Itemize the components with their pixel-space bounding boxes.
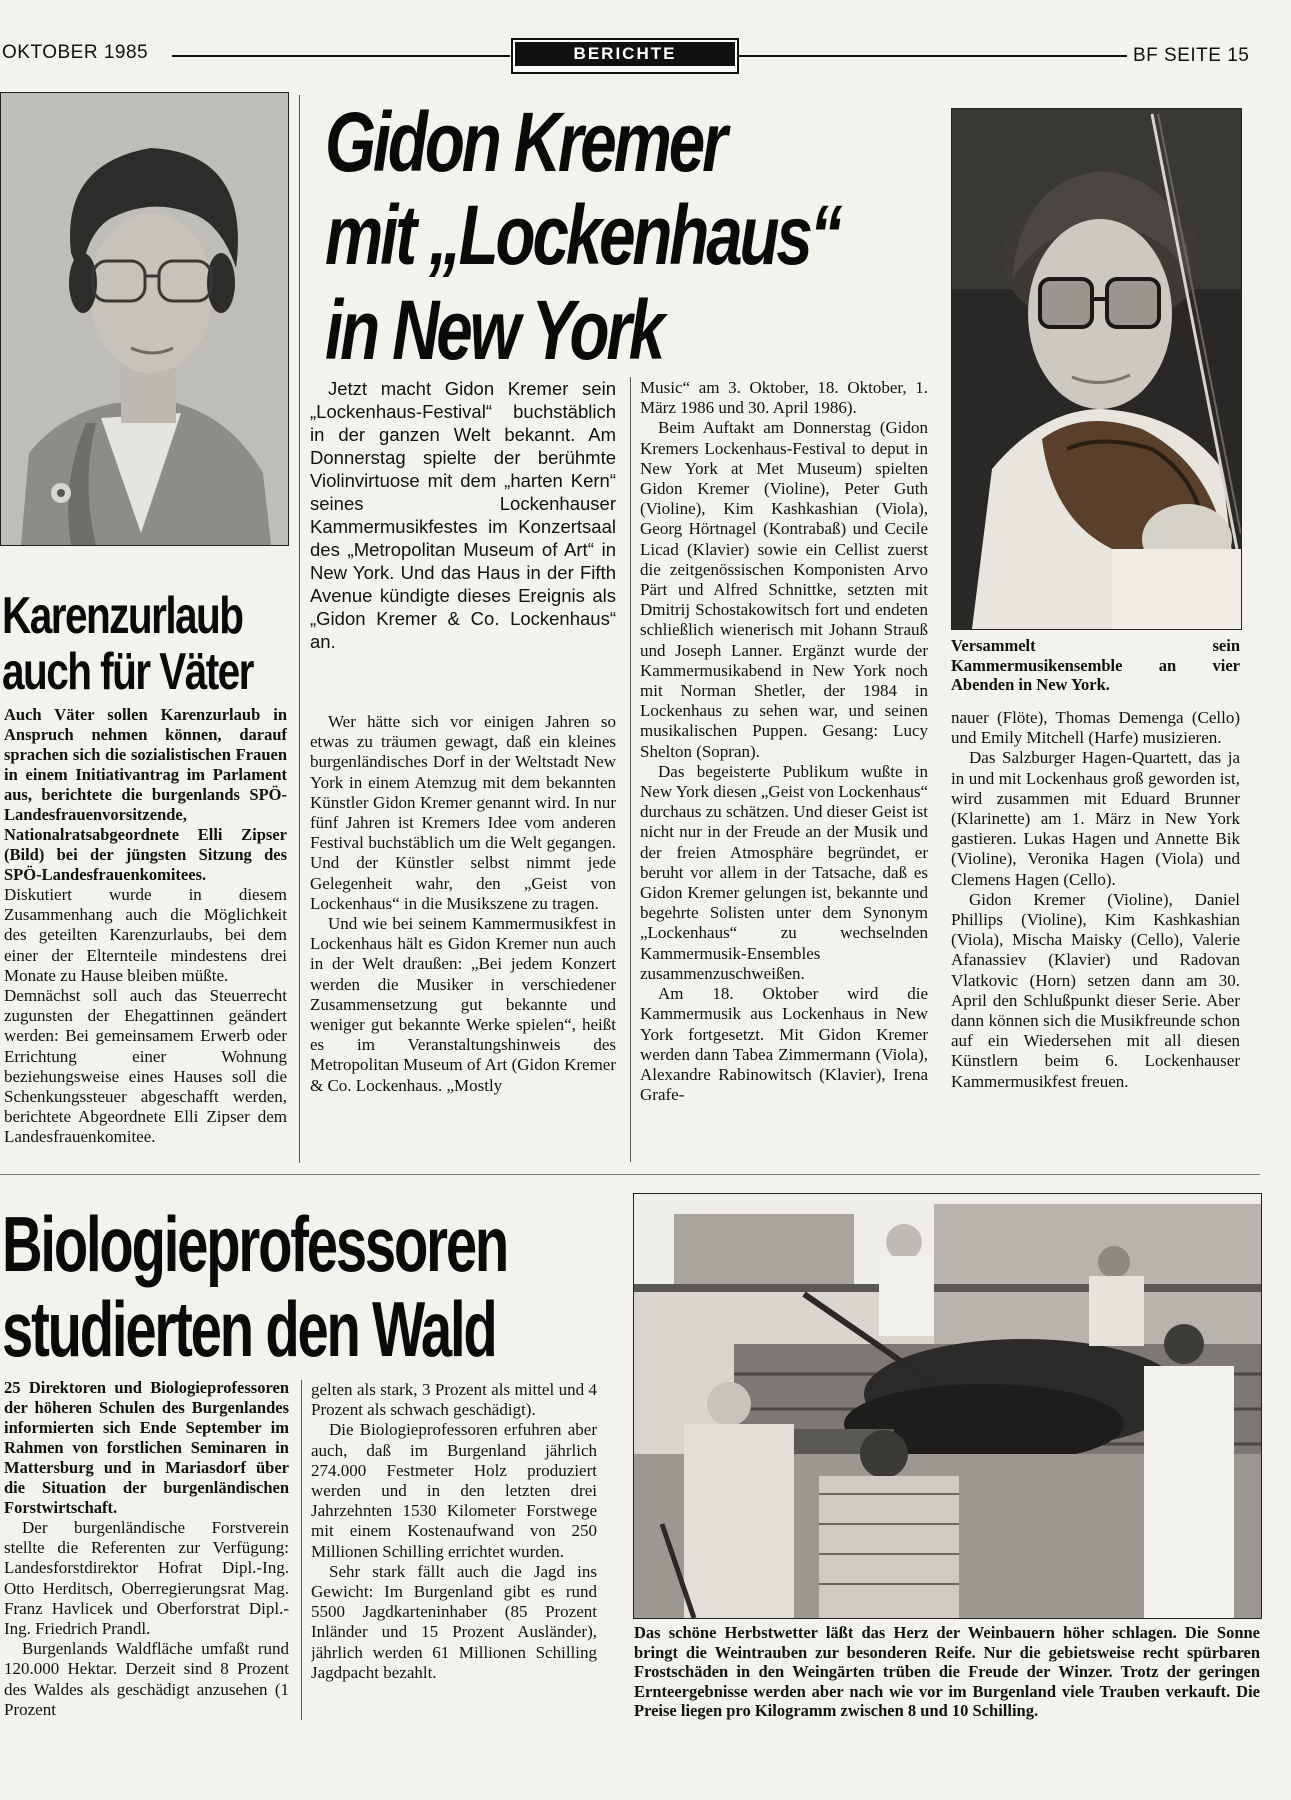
kremer-headline-2: mit „Lockenhaus“ (325, 188, 840, 282)
photo-grape-harvest (633, 1193, 1262, 1619)
karenz-paragraph: Diskutiert wurde in diesem Zusammenhang auch die Möglichkeit des geteilten Karenzurlaubs, bei dem einer der Elternteile mindestens drei Monate zu Hause bleiben müßte. (4, 885, 287, 985)
kremer-column-3 (951, 708, 1240, 1128)
bio-paragraph: gelten als stark, 3 Prozent als mittel und 4 Prozent als schwach geschädigt). (311, 1380, 597, 1420)
column-rule (630, 377, 631, 1162)
kremer-headline-1: Gidon Kremer (325, 95, 725, 189)
header-rule-left (172, 55, 510, 57)
harvest-photo-caption: Das schöne Herbstwetter läßt das Herz der Weinbauern höher schlagen. Die Sonne bringt die Weintrauben zur besonderen Reife. Nur die gebietsweise recht spürbaren Frostschäden in den Weingärten trüben die Freude der Winzer. Trotz der geringen Ernteergebnisse werden aber nach wie vor im Burgenland viele Trauben verkauft. Die Preise liegen pro Kilogramm zwischen 8 und 10 Schilling. (634, 1623, 1260, 1720)
karenz-paragraph: Demnächst soll auch das Steuerrecht zugunsten der Ehegattinnen geändert werden: Bei gemeinsamem Erwerb oder Errichtung einer Wohnung beziehungsweise eines Hauses soll die Schenkungssteuer abgeschafft werden, berichtete Abgeordnete Elli Zipser dem Landesfrauenkomitee. (4, 986, 287, 1147)
bio-paragraph: Sehr stark fällt auch die Jagd ins Gewicht: Im Burgenland gibt es rund 5500 Jagdkarteninhaber (85 Prozent Inländer und 15 Prozent Ausländer), jährlich werden 61 Millionen Schilling Jagdpacht bezahlt. (311, 1561, 597, 1682)
kremer-photo-caption: Versammelt sein Kammermusikensemble an vier Abenden in New York. (951, 636, 1240, 694)
kremer-column-2 (640, 378, 928, 1163)
bio-headline-1: Biologieprofessoren (2, 1200, 508, 1288)
kremer-paragraph: Wer hätte sich vor einigen Jahren so etwas zu träumen gewagt, daß ein kleines burgenländisches Dorf in der Weltstadt New York in einem Atemzug mit dem bekannten Künstler Gidon Kremer genannt wird. In nur fünf Jahren ist Kremers Idee vom anderen Festival buchstäblich um die Welt gegangen. Und der Künstler selbst nimmt jede Gelegenheit wahr, den „Geist von Lockenhaus“ in die Musikszene zu tragen. (310, 712, 616, 913)
kremer-paragraph: Beim Auftakt am Donnerstag (Gidon Kremers Lockenhaus-Festival to deput in New York at Met Museum) spielten Gidon Kremer (Violine), Peter Guth (Violine), Kim Kashkashian (Viola), Georg Hörtnagel (Kontrabaß) und Cecile Licad (Klavier) sowie ein Cellist zuerst die zeitgenössischen Komponisten Arvo Pärt und Alfred Schnittke, setzten mit Dmitrij Schostakowitsch fort und endeten schließlich wienerisch mit Johann Strauß und Joseph Lanner. Ergänzt wurde der Kammermusikabend in New York noch mit Norman Shetler, der 1984 in Lockenhaus zu sehen war, und seinen musikalischen Puppen. Gesang: Lucy Shelton (Sopran). (640, 418, 928, 761)
page-number: BF SEITE 15 (1133, 45, 1250, 66)
grape-harvest-image (634, 1194, 1261, 1618)
kremer-paragraph: Am 18. Oktober wird die Kammermusik aus Lockenhaus in New York fortgesetzt. Mit Gidon Kremer werden dann Tabea Zimmermann (Viola), Alexandre Rabinowitsch (Klavier), Irena Grafe- (640, 984, 928, 1105)
kremer-column-1 (310, 712, 616, 1162)
kremer-intro-paragraph: Jetzt macht Gidon Kremer sein „Lockenhaus-Festival“ buchstäblich in der ganzen Welt bekannt. Am Donnerstag spielte der berühmte Violinvirtuose mit dem „harten Kern“ seines Lockenhauser Kammermusikfestes im Konzertsaal des „Metropolitan Museum of Art“ in New York. Und das Haus in der Fifth Avenue kündigte dieses Ereignis als „Gidon Kremer & Co. Lockenhaus“ an. (310, 378, 616, 652)
bio-headline-2: studierten den Wald (2, 1285, 496, 1373)
kremer-paragraph: Gidon Kremer (Violine), Daniel Phillips (Violine), Kim Kashkashian (Viola), Mischa Maisky (Cello), Valerie Afanassiev (Klavier) und Radovan Vlatkovic (Horn) setzen dann am 30. April den Schlußpunkt dieser Serie. Aber dann können sich die Musikfreunde schon auf ein Wiedersehen mit all diesen Künstlern beim 6. Lockenhauser Kammermusikfest freuen. (951, 889, 1240, 1091)
kremer-intro (310, 377, 616, 701)
kremer-paragraph: Das Salzburger Hagen-Quartett, das ja in und mit Lockenhaus groß geworden ist, wird zusammen mit Eduard Brunner (Klarinette) am 1. März in New York gastieren. Lukas Hagen und Annette Bik (Violine), Veronika Hagen (Viola) und Clemens Hagen (Cello). (951, 748, 1240, 889)
bio-lead: 25 Direktoren und Biologieprofessoren der höheren Schulen des Burgenlandes informierten sich Ende September im Rahmen von forstlichen Seminaren in Mattersburg und in Mariasdorf über die Situation der burgenländischen Forstwirtschaft. (4, 1378, 289, 1517)
photo-gidon-kremer (951, 108, 1242, 630)
kremer-paragraph: Das begeisterte Publikum wußte in New York diesen „Geist von Lockenhaus“ durchaus zu schätzen. Und dieser Geist ist nicht nur in der Freude an der Musik und der freien Atmosphäre begründet, er beruht vor allem in der Tatsache, daß es Gidon Kremer gelungen ist, bekannte und begehrte Solisten unter dem Synonym „Lockenhaus“ zu wechselnden Kammermusik-Ensembles zusammenzuschweißen. (640, 761, 928, 983)
bio-column-2 (311, 1380, 597, 1730)
portrait-woman-image (1, 93, 288, 545)
karenz-headline-1: Karenzurlaub (2, 587, 243, 645)
kremer-paragraph: Und wie bei seinem Kammermusikfest in Lockenhaus hält es Gidon Kremer nun auch in der Welt draußen: „Bei jedem Konzert werden die Musiker in verschiedener Zusammensetzung gut bekannte und weniger gut bekannte Werke spielen“, heißt es im Veranstaltungshinweis des Metropolitan Museum of Art (Gidon Kremer & Co. Lockenhaus. „Mostly (310, 914, 616, 1095)
kremer-headline-3: in New York (325, 283, 663, 377)
section-label (511, 38, 739, 74)
bio-paragraph: Die Biologieprofessoren erfuhren aber auch, daß im Burgenland jährlich 274.000 Festmeter Holz produziert werden und in den letzten drei Jahrzehnten 1530 Kilometer Forstwege mit einem Kostenaufwand von 250 Millionen Schilling errichtet wurden. (311, 1420, 597, 1561)
section-rule (0, 1174, 1260, 1175)
violinist-image (952, 109, 1241, 629)
section-label-text: BERICHTE (515, 42, 735, 66)
kremer-paragraph: Music“ am 3. Oktober, 18. Oktober, 1. März 1986 und 30. April 1986). (640, 378, 928, 418)
bio-column-1 (4, 1378, 289, 1730)
bio-paragraph: Burgenlands Waldfläche umfaßt rund 120.000 Hektar. Derzeit sind 8 Prozent des Waldes als geschädigt anzusehen (1 Prozent (4, 1639, 289, 1719)
bio-paragraph: Der burgenländische Forstverein stellte die Referenten zur Verfügung: Landesforstdirektor Hofrat Dipl.-Ing. Otto Herditsch, Oberregierungsrat Mag. Franz Havlicek und Oberforstrat Dipl.-Ing. Friedrich Prandl. (4, 1518, 289, 1639)
kremer-paragraph: nauer (Flöte), Thomas Demenga (Cello) und Emily Mitchell (Harfe) musizieren. (951, 708, 1240, 748)
photo-elli-zipser (0, 92, 289, 546)
karenz-body (4, 705, 287, 1165)
column-rule (301, 1380, 302, 1720)
karenz-lead: Auch Väter sollen Karenzurlaub in Anspruch nehmen können, darauf sprachen sich die sozialistischen Frauen in einem Initiativantrag im Parlament aus, berichtete die burgenlands SPÖ-Landesfrauenvorsitzende, Nationalratsabgeordnete Elli Zipser (Bild) bei der jüngsten Sitzung des SPÖ-Landesfrauenkomitees. (4, 705, 287, 884)
karenz-headline-2: auch für Väter (2, 643, 253, 701)
header-rule-right (739, 55, 1127, 57)
issue-date: OKTOBER 1985 (2, 42, 149, 63)
column-rule (299, 95, 300, 1163)
